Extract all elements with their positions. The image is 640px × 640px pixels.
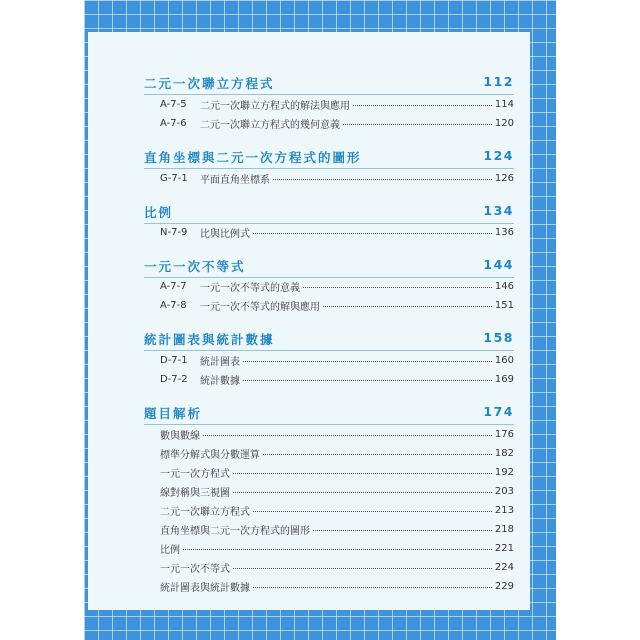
dot-leader: [273, 179, 492, 180]
section-page-number: 174: [483, 404, 514, 419]
dot-leader: [323, 306, 492, 307]
entry-code: G-7-1: [160, 172, 188, 184]
dot-leader: [353, 105, 492, 106]
entry-page-number: 192: [494, 466, 514, 478]
entry-page-number: 182: [494, 447, 514, 459]
dot-leader: [233, 492, 492, 493]
section-title: 比例: [144, 205, 174, 220]
section-title: 直角坐標與二元一次方程式的圖形: [144, 150, 362, 165]
toc-entry[interactable]: [160, 483, 514, 499]
entry-page-number: 221: [494, 542, 514, 554]
dot-leader: [183, 549, 492, 550]
dot-leader: [233, 473, 492, 474]
toc-section-header[interactable]: [144, 257, 514, 279]
entry-title: 統計圖表: [200, 356, 240, 368]
section-divider: [144, 94, 514, 95]
section-page-number: 134: [483, 203, 514, 218]
section-title: 一元一次不等式: [144, 259, 246, 274]
toc-entry[interactable]: [160, 464, 514, 480]
dot-leader: [243, 361, 492, 362]
toc-entry[interactable]: [160, 521, 514, 537]
entry-title: 二元一次聯立方程式的幾何意義: [200, 119, 340, 131]
section-page-number: 112: [483, 74, 514, 89]
toc-entry[interactable]: [160, 426, 514, 442]
entry-code: A-7-5: [160, 98, 187, 110]
toc-section-header[interactable]: [144, 148, 514, 170]
toc-entry[interactable]: [160, 371, 514, 387]
toc-entry[interactable]: [160, 297, 514, 313]
toc-entry[interactable]: [160, 445, 514, 461]
section-divider: [144, 424, 514, 425]
entry-page-number: 213: [494, 504, 514, 516]
toc-entry[interactable]: [160, 278, 514, 294]
entry-title: 一元一次不等式: [160, 563, 230, 575]
section-page-number: 158: [483, 330, 514, 345]
toc-entry[interactable]: [160, 170, 514, 186]
entry-title: 比與比例式: [200, 228, 250, 240]
dot-leader: [253, 587, 492, 588]
entry-title: 直角坐標與二元一次方程式的圖形: [160, 525, 310, 537]
entry-page-number: 176: [494, 428, 514, 440]
entry-page-number: 169: [494, 373, 514, 385]
toc-entry[interactable]: [160, 96, 514, 112]
entry-page-number: 136: [494, 226, 514, 238]
toc-entry[interactable]: [160, 502, 514, 518]
toc-entry[interactable]: [160, 578, 514, 594]
toc-section-header[interactable]: [144, 330, 514, 352]
section-divider: [144, 350, 514, 351]
entry-page-number: 203: [494, 485, 514, 497]
entry-title: 一元一次不等式的意義: [200, 282, 300, 294]
entry-title: 二元一次聯立方程式: [160, 506, 250, 518]
section-title: 題目解析: [144, 406, 203, 421]
entry-code: N-7-9: [160, 226, 188, 238]
dot-leader: [263, 454, 492, 455]
entry-title: 平面直角坐標系: [200, 174, 270, 186]
section-title: 二元一次聯立方程式: [144, 76, 275, 91]
entry-page-number: 114: [494, 98, 514, 110]
toc-entry[interactable]: [160, 115, 514, 131]
entry-code: D-7-2: [160, 373, 188, 385]
section-title: 統計圖表與統計數據: [144, 332, 275, 347]
entry-title: 統計圖表與統計數據: [160, 582, 250, 594]
entry-title: 二元一次聯立方程式的解法與應用: [200, 100, 350, 112]
entry-title: 一元一次不等式的解與應用: [200, 301, 320, 313]
toc-entry[interactable]: [160, 352, 514, 368]
toc-entry[interactable]: [160, 224, 514, 240]
entry-page-number: 146: [494, 280, 514, 292]
dot-leader: [303, 287, 492, 288]
toc-entry[interactable]: [160, 540, 514, 556]
dot-leader: [253, 511, 492, 512]
dot-leader: [343, 124, 492, 125]
entry-page-number: 151: [494, 299, 514, 311]
dot-leader: [243, 380, 492, 381]
dot-leader: [203, 435, 492, 436]
entry-page-number: 224: [494, 561, 514, 573]
dot-leader: [233, 568, 492, 569]
toc-section-header[interactable]: [144, 404, 514, 426]
toc-entry[interactable]: [160, 559, 514, 575]
entry-title: 標準分解式與分數運算: [160, 449, 260, 461]
entry-title: 統計數據: [200, 375, 240, 387]
dot-leader: [253, 233, 492, 234]
section-divider: [144, 168, 514, 169]
entry-code: D-7-1: [160, 354, 188, 366]
entry-title: 一元一次方程式: [160, 468, 230, 480]
entry-code: A-7-6: [160, 117, 187, 129]
entry-page-number: 218: [494, 523, 514, 535]
entry-page-number: 126: [494, 172, 514, 184]
entry-code: A-7-8: [160, 299, 187, 311]
entry-page-number: 160: [494, 354, 514, 366]
entry-page-number: 229: [494, 580, 514, 592]
entry-title: 線對稱與三視圖: [160, 487, 230, 499]
entry-code: A-7-7: [160, 280, 187, 292]
dot-leader: [313, 530, 492, 531]
toc-section-header[interactable]: [144, 203, 514, 225]
entry-title: 比例: [160, 544, 180, 556]
section-page-number: 144: [483, 257, 514, 272]
toc-section-header[interactable]: [144, 74, 514, 96]
section-page-number: 124: [483, 148, 514, 163]
entry-title: 數與數線: [160, 430, 200, 442]
entry-page-number: 120: [494, 117, 514, 129]
